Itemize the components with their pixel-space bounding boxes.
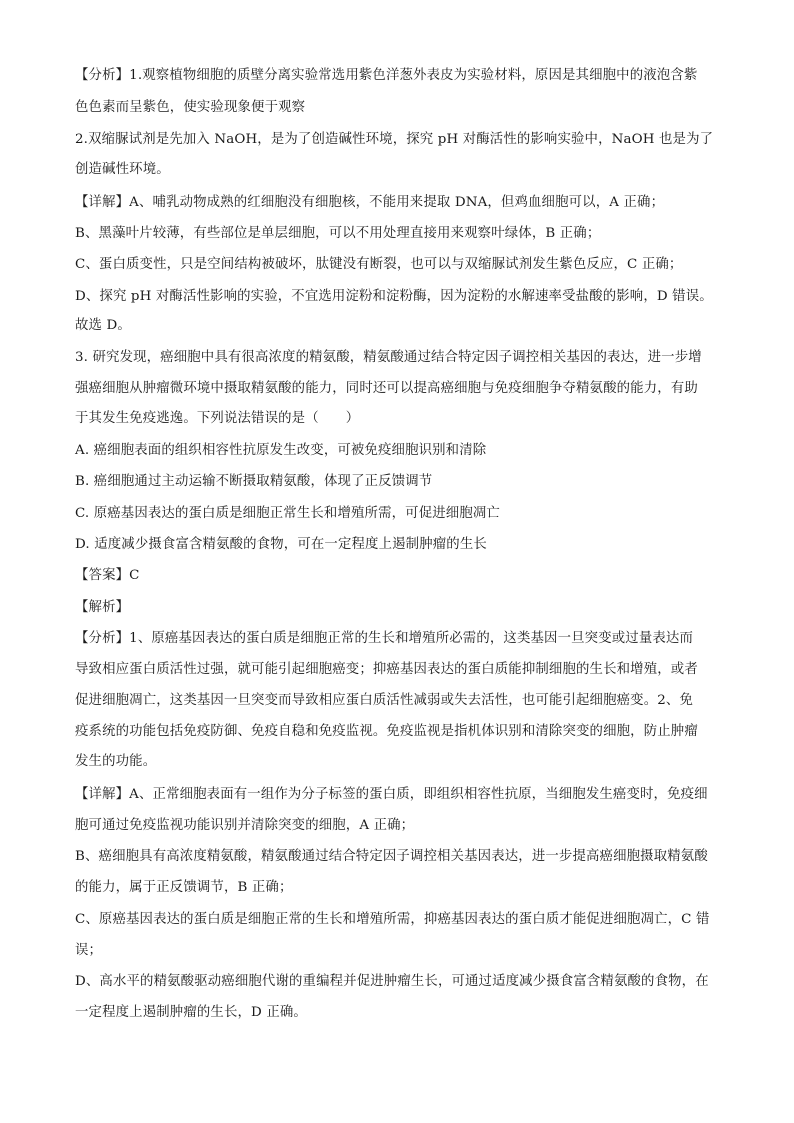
explanation-label: 【解析】 [75,600,130,615]
detail-line-c: C、蛋白质变性，只是空间结构被破坏，肽键没有断裂，也可以与双缩脲试剂发生紫色反应，C 正确； [75,257,683,272]
option-a: A. 癌细胞表面的组织相容性抗原发生改变，可被免疫细胞识别和清除 [75,443,487,458]
question-3-line-2: 强癌细胞从肿瘤微环境中摄取精氨酸的能力，同时还可以提高癌细胞与免疫细胞争夺精氨酸的能力，有助 [75,381,698,396]
analysis-2-line-4: 疫系统的功能包括免疫防御、免疫自稳和免疫监视。免疫监视是指机体识别和清除突变的细胞，防止肿瘤 [75,724,698,739]
question-3-line-3: 于其发生免疫逃逸。下列说法错误的是（ ） [75,411,360,426]
analysis-2-line-2: 导致相应蛋白质活性过强，就可能引起细胞癌变；抑癌基因表达的蛋白质能抑制细胞的生长和增殖，或者 [75,662,698,677]
answer-label: 【答案】C [75,568,140,583]
option-b: B. 癌细胞通过主动运输不断摄取精氨酸，体现了正反馈调节 [75,474,433,489]
detail-2-line-4: 的能力，属于正反馈调节，B 正确； [75,880,293,895]
detail-line-b: B、黑藻叶片较薄，有些部位是单层细胞，可以不用处理直接用来观察叶绿体，B 正确； [75,226,601,241]
analysis-2-line-1: 【分析】1、原癌基因表达的蛋白质是细胞正常的生长和增殖所必需的，这类基因一旦突变或过量表达而 [75,631,693,646]
conclusion-line: 故选 D。 [75,318,131,333]
analysis-2-line-3: 促进细胞凋亡，这类基因一旦突变而导致相应蛋白质活性减弱或失去活性，也可能引起细胞癌变。2、免 [75,693,693,708]
detail-2-line-6: 误； [75,943,103,958]
option-d: D. 适度减少摄食富含精氨酸的食物，可在一定程度上遏制肿瘤的生长 [75,537,487,552]
analysis-line-1: 【分析】1.观察植物细胞的质壁分离实验常选用紫色洋葱外表皮为实验材料，原因是其细胞中的液泡含紫 [75,68,698,83]
detail-line-a: 【详解】A、哺乳动物成熟的红细胞没有细胞核，不能用来提取 DNA，但鸡血细胞可以，A 正确； [75,195,665,210]
detail-2-line-3: B、癌细胞具有高浓度精氨酸，精氨酸通过结合特定因子调控相关基因表达，进一步提高癌细胞摄取精氨酸 [75,849,708,864]
detail-2-line-8: 一定程度上遏制肿瘤的生长，D 正确。 [75,1005,307,1020]
detail-2-line-1: 【详解】A、正常细胞表面有一组作为分子标签的蛋白质，即组织相容性抗原，当细胞发生癌变时，免疫细 [75,787,708,802]
analysis-line-2: 色色素而呈紫色，使实验现象便于观察 [75,100,306,115]
question-3-line-1: 3. 研究发现，癌细胞中具有很高浓度的精氨酸，精氨酸通过结合特定因子调控相关基因的表达，进一步增 [75,350,702,365]
analysis-line-3: 2.双缩脲试剂是先加入 NaOH，是为了创造碱性环境，探究 pH 对酶活性的影响实验中，NaOH 也是为了 [75,132,714,147]
analysis-2-line-5: 发生的功能。 [75,754,157,769]
detail-2-line-5: C、原癌基因表达的蛋白质是细胞正常的生长和增殖所需，抑癌基因表达的蛋白质才能促进细胞凋亡，C 错 [75,912,710,927]
analysis-line-4: 创造碱性环境。 [75,162,170,177]
detail-line-d: D、探究 pH 对酶活性影响的实验，不宜选用淀粉和淀粉酶，因为淀粉的水解速率受盐酸的影响，D 错误。 [75,289,713,304]
detail-2-line-7: D、高水平的精氨酸驱动癌细胞代谢的重编程并促进肿瘤生长，可通过适度减少摄食富含精氨酸的食物，在 [75,974,709,989]
detail-2-line-2: 胞可通过免疫监视功能识别并清除突变的细胞，A 正确； [75,818,415,833]
option-c: C. 原癌基因表达的蛋白质是细胞正常生长和增殖所需，可促进细胞凋亡 [75,506,500,521]
